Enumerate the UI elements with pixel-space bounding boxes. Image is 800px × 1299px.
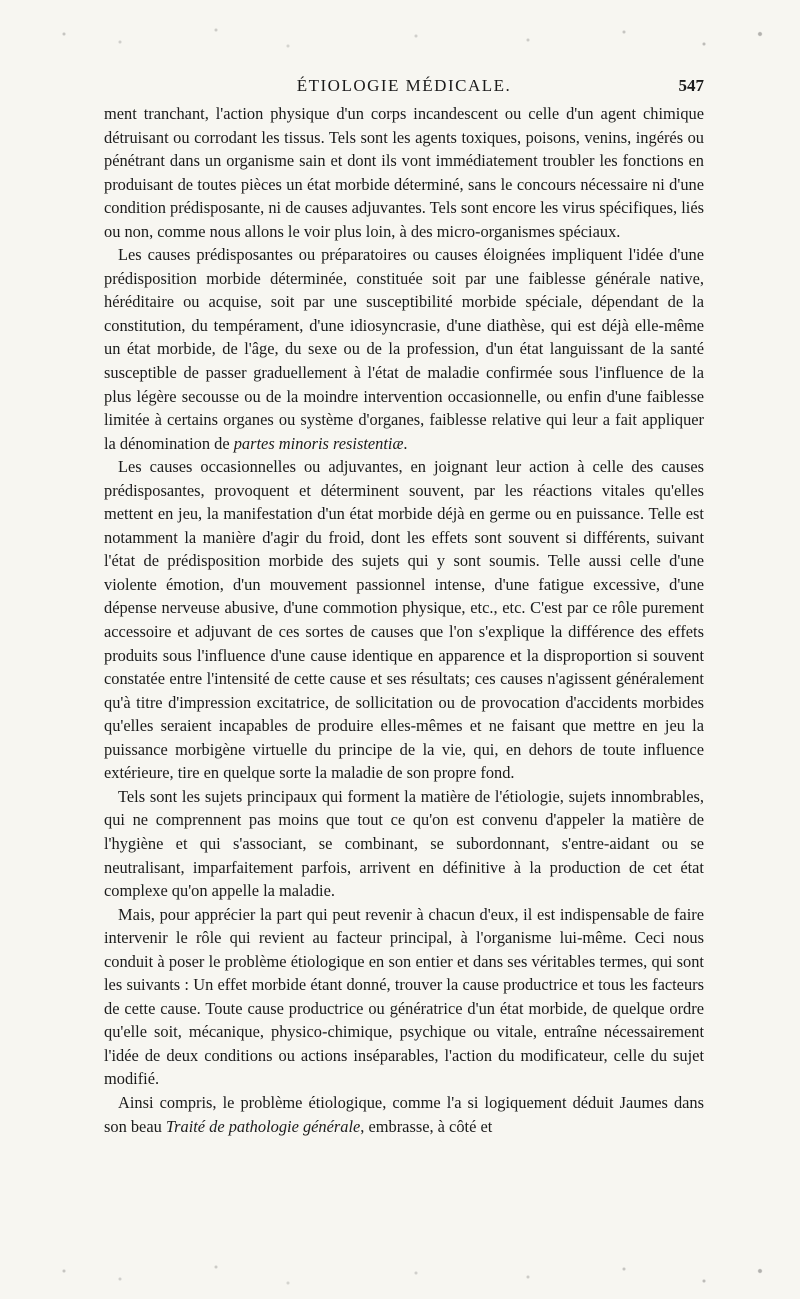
paragraph-2-end: . — [403, 433, 408, 453]
scan-noise-bottom — [0, 1255, 800, 1295]
paragraph-5-text: Mais, pour apprécier la part qui peut revenir à chacun d'eux, il est indispensable de faire intervenir le rôle qui revient au facteur principal, à l'organisme lui-même. Ceci nous conduit à poser le problème étiologique en son entier et dans ses véritables termes, qui sont les suivants : Un effet morbide étant donné, trouver la cause productrice et tous les facteurs de cette cause. Toute cause productrice ou génératrice d'un état morbide, de quelque ordre qu'elle soit, mécanique, physico-chimique, psychique ou vitale, entraîne nécessairement l'idée de deux conditions ou actions inséparables, l'action du modificateur, celle du sujet modifié. — [104, 904, 704, 1089]
running-title: ÉTIOLOGIE MÉDICALE. — [296, 76, 512, 95]
paragraph-1 — [104, 102, 704, 243]
paragraph-2-text: Les causes prédisposantes ou préparatoires ou causes éloignées impliquent l'idée d'une prédisposition morbide déterminée, constituée soit par une faiblesse générale native, héréditaire ou acquise, soit par une susceptibilité morbide spéciale, dépendant de la constitution, du tempérament, d'une idiosyncrasie, d'une diathèse, qui est déjà elle-même un état morbide, de l'âge, du sexe ou de la profession, d'un état languissant de la santé susceptible de passer graduellement à l'état de maladie confirmée sous l'influence de la plus légère secousse ou de la moindre intervention occasionnelle, ou enfin d'une faiblesse limitée à certains organes ou système d'organes, faiblesse relative qui leur a fait appliquer la dénomination de — [104, 245, 704, 453]
paragraph-4-text: Tels sont les sujets principaux qui forment la matière de l'étiologie, sujets innombrables, qui ne comprennent pas moins que tout ce qu'on est convenu d'appeler la matière de l'hygiène et qui s'associant, se combinant, se subordonnant, s'entre-aidant ou se neutralisant, imparfaitement parfois, arrivent en définitive à la production de cet état complexe qu'on appelle la maladie. — [104, 786, 704, 901]
paragraph-6-text: Ainsi compris, le problème étiologique, comme l'a si logiquement déduit Jaumes dans son beau — [104, 1092, 704, 1136]
paragraph-3 — [104, 455, 704, 785]
latin-term: partes minoris resistentiæ — [233, 433, 404, 453]
scan-noise-top — [0, 18, 800, 58]
paragraph-2 — [104, 243, 704, 455]
paragraph-3-text: Les causes occasionnelles ou adjuvantes, en joignant leur action à celle des causes prédisposantes, provoquent et déterminent souvent, par les réactions vitales qu'elles mettent en jeu, la manifestation d'un état morbide déjà en germe ou en puissance. Telle est notamment la manière d'agir du froid, dont les effets sont souvent si différents, suivant l'état de prédisposition morbide des sujets qui y sont soumis. Telle aussi celle d'une violente émotion, d'un mouvement passionnel intense, d'une fatigue excessive, d'une dépense nerveuse abusive, d'une commotion physique, etc., etc. C'est par ce rôle purement accessoire et adjuvant de ces sortes de causes que l'on s'explique la différence des effets produits sous l'influence d'une cause identique en apparence et la disproportion si souvent constatée entre l'intensité de cette cause et ses résultats; ces causes n'agissent généralement qu'à titre d'impression excitatrice, de sollicitation ou de provocation d'accidents morbides qu'elles seraient incapables de produire elles-mêmes et ne faisant que mettre en jeu la puissance morbigène virtuelle du principe de la vie, qui, en dehors de toute influence extérieure, tire en quelque sorte la maladie de son propre fond. — [104, 457, 704, 783]
running-head — [104, 74, 704, 100]
page-number: 547 — [678, 76, 704, 95]
paragraph-6-end: , embrasse, à côté et — [360, 1116, 493, 1136]
paragraph-1-text: ment tranchant, l'action physique d'un corps incandescent ou celle d'un agent chimique détruisant ou corrodant les tissus. Tels sont les agents toxiques, poisons, venins, ingérés ou pénétrant dans un organisme sain et dont ils vont immédiatement troubler les fonctions en produisant de toutes pièces un état morbide déterminé, sans le concours nécessaire ni d'une condition prédisposante, ni de causes adjuvantes. Tels sont encore les virus spécifiques, liés ou non, comme nous allons le voir plus loin, à des micro-organismes spéciaux. — [104, 104, 704, 241]
paragraph-4 — [104, 785, 704, 903]
book-title: Traité de pathologie générale — [165, 1116, 361, 1136]
body-text — [104, 102, 704, 1138]
paragraph-5 — [104, 903, 704, 1091]
paragraph-6 — [104, 1091, 704, 1138]
